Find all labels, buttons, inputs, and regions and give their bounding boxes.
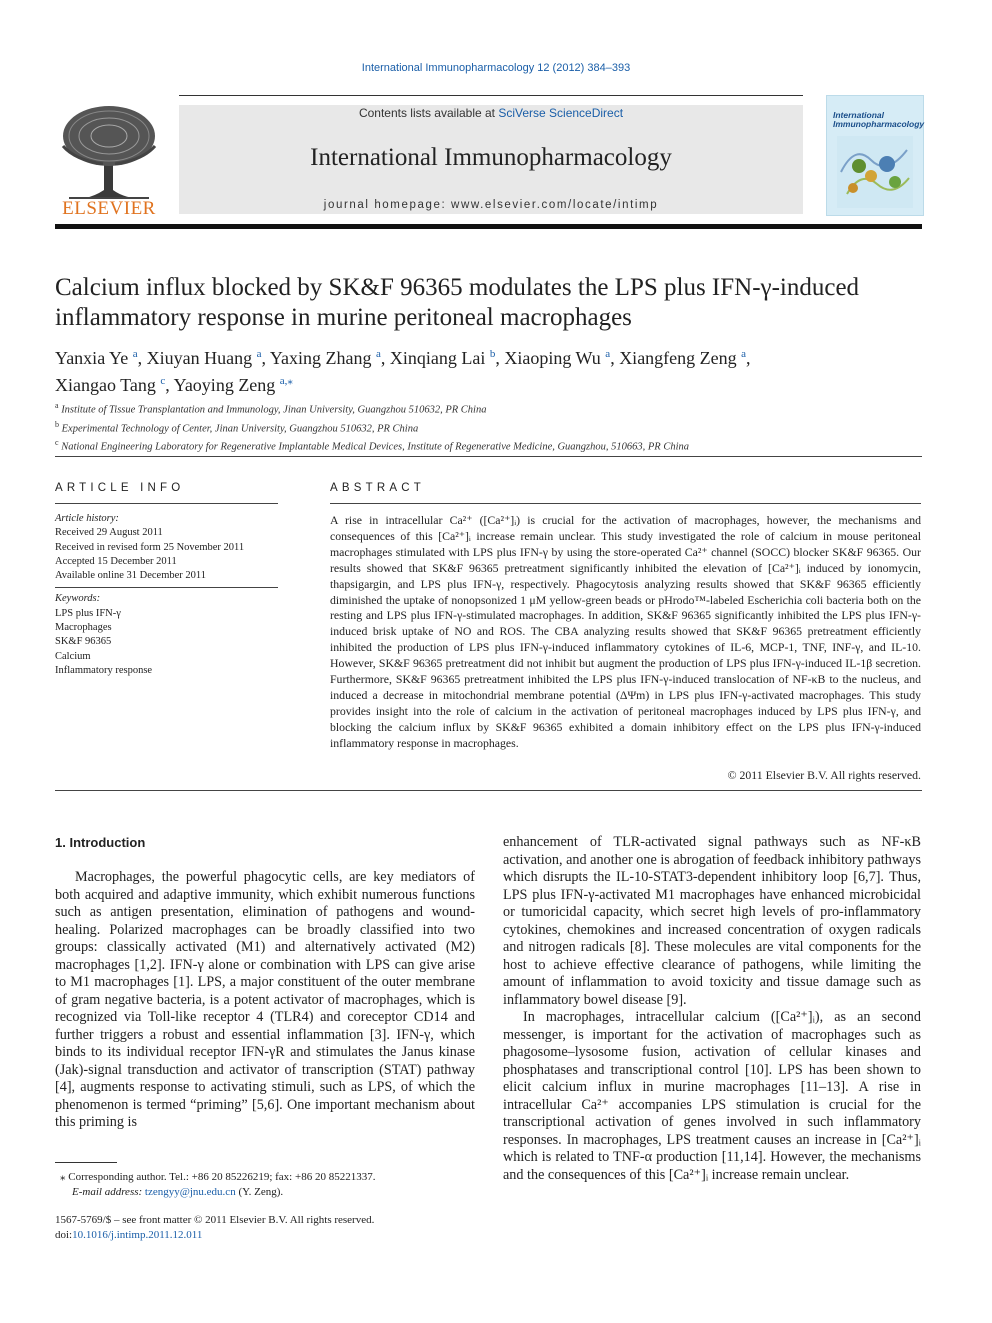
keyword[interactable]: LPS plus IFN-γ bbox=[55, 607, 121, 619]
author[interactable]: Xinqiang Lai $^b$, bbox=[389, 348, 500, 368]
sciencedirect-link[interactable]: SciVerse ScienceDirect bbox=[498, 106, 624, 120]
author-name: Xiaoping Wu bbox=[504, 348, 601, 368]
affiliation bbox=[55, 436, 922, 455]
journal-cover-thumbnail[interactable] bbox=[826, 95, 924, 216]
article-info-panel bbox=[55, 512, 278, 678]
author-name: Xiangfeng Zeng bbox=[619, 348, 737, 368]
keyword[interactable]: Calcium bbox=[55, 650, 91, 662]
contents-prefix: Contents lists available at bbox=[358, 106, 499, 120]
divider bbox=[55, 456, 922, 457]
author[interactable]: Xiangao Tang $^c$, bbox=[55, 375, 170, 395]
author[interactable]: Yanxia Ye $^a$, bbox=[55, 348, 143, 368]
affiliation-mark[interactable]: b bbox=[489, 348, 496, 360]
cover-title-line1: International bbox=[833, 110, 885, 120]
history-item: Available online 31 December 2011 bbox=[55, 570, 207, 582]
author-name: Yaoying Zeng bbox=[173, 375, 276, 395]
divider bbox=[55, 587, 278, 588]
journal-header bbox=[55, 92, 925, 232]
issn-line: 1567-5769/$ – see front matter © 2011 Elsevier B.V. All rights reserved. bbox=[55, 1214, 375, 1226]
affiliation-mark[interactable]: a bbox=[375, 348, 381, 360]
email-link[interactable]: tzengyy@jnu.edu.cn bbox=[144, 1186, 236, 1198]
journal-homepage-link[interactable]: journal homepage: www.elsevier.com/locate/intimp bbox=[323, 199, 659, 211]
cover-title-line2: Immunopharmacology bbox=[833, 119, 925, 129]
front-matter bbox=[55, 1213, 475, 1243]
abstract-copyright: © 2011 Elsevier B.V. All rights reserved. bbox=[727, 768, 921, 782]
email-suffix: (Y. Zeng). bbox=[235, 1186, 284, 1198]
author-name: Yaxing Zhang bbox=[269, 348, 372, 368]
header-rule bbox=[55, 224, 922, 229]
journal-banner bbox=[179, 105, 803, 214]
abstract-heading: ABSTRACT bbox=[330, 482, 425, 494]
author[interactable] bbox=[174, 375, 293, 395]
divider bbox=[55, 790, 922, 791]
email-label: E-mail address: bbox=[72, 1186, 145, 1198]
affiliation-mark[interactable]: c bbox=[160, 375, 166, 387]
introduction-heading: 1. Introduction bbox=[55, 835, 146, 850]
email-line bbox=[60, 1185, 480, 1200]
body-column-right bbox=[503, 834, 921, 1184]
divider bbox=[55, 503, 278, 504]
affiliation-letter: b bbox=[55, 419, 59, 429]
affiliation-text: Experimental Technology of Center, Jinan University, Guangzhou 510632, PR China bbox=[61, 423, 419, 434]
affiliation bbox=[55, 399, 922, 418]
history-item: Accepted 15 December 2011 bbox=[55, 555, 177, 567]
journal-reference[interactable]: International Immunopharmacology 12 (2012) 384–393 bbox=[361, 62, 631, 74]
article-info-heading: ARTICLE INFO bbox=[55, 482, 185, 494]
cover-title bbox=[833, 111, 924, 129]
keywords-label: Keywords: bbox=[55, 593, 101, 605]
keyword[interactable]: SK&F 96365 bbox=[55, 636, 112, 648]
corresponding-author-note: ⁎ Corresponding author. Tel.: +86 20 85226219; fax: +86 20 85221337. bbox=[60, 1171, 376, 1183]
author-name: Xiangao Tang bbox=[55, 375, 156, 395]
keyword[interactable]: Macrophages bbox=[55, 622, 112, 634]
contents-line bbox=[179, 106, 803, 120]
footnotes bbox=[60, 1170, 480, 1200]
body-paragraph: enhancement of TLR-activated signal pathways such as NF-κB activation, and another one is abrogation of feedback inhibitory pathways which disrupts the IL-10-STAT3-dependent inhibitory loop [6,7]. Thus, LPS plus IFN-γ-activated M1 macrophages have enhanced microbicidal or tumoricidal capacity, which secret high levels of pro-inflammatory cytokines, chemokines and increased concentration of oxygen radicals and nitrogen radicals [8]. These molecules are vital components for the host to achieve effective clearance of pathogens, while limiting the amount of inflammation to avoid toxicity and tissue damage such as inflammatory bowel disease [9]. bbox=[503, 834, 921, 1008]
affiliation bbox=[55, 418, 922, 437]
publisher-wordmark: ELSEVIER bbox=[62, 198, 156, 219]
affiliation-letter: a bbox=[55, 401, 59, 410]
cover-molecule-icon bbox=[837, 136, 913, 208]
history-item: Received in revised form 25 November 2011 bbox=[55, 541, 245, 553]
affiliations bbox=[55, 399, 922, 455]
author[interactable]: Xiangfeng Zeng $^a$, bbox=[619, 348, 751, 368]
history-label: Article history: bbox=[55, 513, 119, 524]
body-paragraph: In macrophages, intracellular calcium ([Ca²⁺]ᵢ), as an second messenger, is important for the activation of macrophages such as phagosome–lysosome fusion, activation of cellular kinases and phosphatases and transcriptional control [10]. LPS has been shown to elicit calcium influx in murine macrophages [11–13]. A rise in intracellular Ca²⁺ accompanies LPS stimulation is crucial for the transcriptional activation of genes involved in such inflammatory responses. In macrophages, LPS treatment causes an increase in [Ca²⁺]ᵢ which is related to TNF-α production [11,14]. However, the mechanisms and the consequences of this [Ca²⁺]ᵢ increase remain unclear. bbox=[503, 1009, 921, 1183]
article-title-line2: inflammatory response in murine peritoneal macrophages bbox=[55, 304, 632, 331]
history-item: Received 29 August 2011 bbox=[55, 527, 163, 539]
affiliation-letter: c bbox=[55, 438, 59, 447]
article-title-line1: Calcium influx blocked by SK&F 96365 modulates the LPS plus IFN-γ-induced bbox=[55, 274, 860, 301]
keyword[interactable]: Inflammatory response bbox=[55, 664, 153, 676]
author-name: Yanxia Ye bbox=[55, 348, 129, 368]
affiliation-mark[interactable]: a bbox=[132, 348, 138, 360]
affiliation-mark[interactable]: a,⁎ bbox=[279, 375, 293, 387]
author-list bbox=[55, 343, 922, 397]
doi-link[interactable]: 10.1016/j.intimp.2011.12.011 bbox=[72, 1229, 203, 1241]
affiliation-mark[interactable]: a bbox=[741, 348, 747, 360]
journal-name: International Immunopharmacology bbox=[310, 144, 672, 171]
author[interactable]: Yaxing Zhang $^a$, bbox=[269, 348, 386, 368]
divider bbox=[330, 503, 921, 504]
affiliation-text: National Engineering Laboratory for Regenerative Implantable Medical Devices, Institute of Regenerative Medicine, Guangzhou, 510663, PR China bbox=[61, 441, 690, 453]
author[interactable]: Xiaoping Wu $^a$, bbox=[504, 348, 615, 368]
affiliation-mark[interactable]: a bbox=[605, 348, 611, 360]
author-name: Xinqiang Lai bbox=[389, 348, 486, 368]
affiliation-mark[interactable]: a bbox=[256, 348, 262, 360]
author[interactable]: Xiuyan Huang $^a$, bbox=[146, 348, 266, 368]
author-name: Xiuyan Huang bbox=[146, 348, 253, 368]
body-paragraph: Macrophages, the powerful phagocytic cells, are key mediators of both acquired and adaptive immunity, which exhibit numerous functions such as antigen presentation, elimination of pathogens and wound-healing. Polarized macrophages can be broadly classified into two groups: classically activated (M1) and alternatively activated (M2) macrophages [1,2]. IFN-γ alone or combination with LPS can give arise to M1 macrophages [1]. LPS, a major constituent of the outer membrane of gram negative bacteria, is a potent activator of macrophages, which is recognized via Toll-like receptor 4 (TLR4) and coreceptor CD14 and further triggers a robust and essential inflammation [3]. IFN-γ, which binds to its individual receptor IFN-γR and stimulates the Janus kinase (Jak)-signal transduction and activator of transcription (STAT) pathway [4], augments response to activating stimuli, such as LPS, of which the phenomenon is termed “priming” [5,6]. One important mechanism about this priming is bbox=[55, 869, 475, 1130]
affiliation-text: Institute of Tissue Transplantation and Immunology, Jinan University, Guangzhou 510632, PR China bbox=[61, 404, 487, 416]
abstract-text: A rise in intracellular Ca²⁺ ([Ca²⁺]ᵢ) is crucial for the activation of macrophages, however, the mechanisms and consequences of this [Ca²⁺]ᵢ increase remain unclear. This study investigated the role of calcium in mouse peritoneal macrophages stimulated with LPS plus IFN-γ by using the store-operated Ca²⁺ channel (SOCC) blocker SK&F 96365. Our results showed that SK&F 96365 pretreatment significantly inhibited the elevation of [Ca²⁺]ᵢ induced by ionomycin, thapsigargin, and LPS plus IFN-γ, respectively. Phagocytosis analyzing results showed that SK&F 96365 efficiently diminished the uptake of nonopsonized 1 μM yellow-green beads or pHrodo™-labeled Escherichia coli bacteria both on the resting and LPS plus IFN-γ-stimulated macrophages. In addition, SK&F 96365 significantly inhibited the LPS plus IFN-γ-induced brisk uptake of NO and ROS. The CBA analyzing results showed that SK&F 96365 pretreatment efficiently inhibited the production of LPS plus IFN-γ-induced inflammatory cytokines of IL-6, MCP-1, TNF, INF-γ, and IL-10. However, SK&F 96365 pretreatment did not inhibit but augment the production of LPS plus IFN-γ-induced IL-1β secretion. Furthermore, SK&F 96365 pretreatment inhibited the LPS plus IFN-γ-induced translocation of NF-κB to the nucleus, and induced a decrease in mitochondrial membrane potential (ΔΨm) in LPS plus IFN-γ-activated macrophages. This study provides insight into the role of calcium in the activation of peritoneal macrophages induced by LPS plus IFN-γ, and blocking the calcium influx by SK&F 96365 exhibited a domain inhibitory effect on the LPS plus IFN-γ-induced inflammatory response in macrophages. bbox=[330, 513, 921, 750]
doi-prefix: doi: bbox=[55, 1229, 73, 1241]
elsevier-logo[interactable] bbox=[55, 98, 163, 218]
body-column-left bbox=[55, 869, 475, 1132]
footnote-rule bbox=[55, 1162, 117, 1163]
article-title bbox=[55, 273, 922, 333]
header-top-line bbox=[179, 95, 803, 96]
doi-line bbox=[55, 1228, 475, 1243]
